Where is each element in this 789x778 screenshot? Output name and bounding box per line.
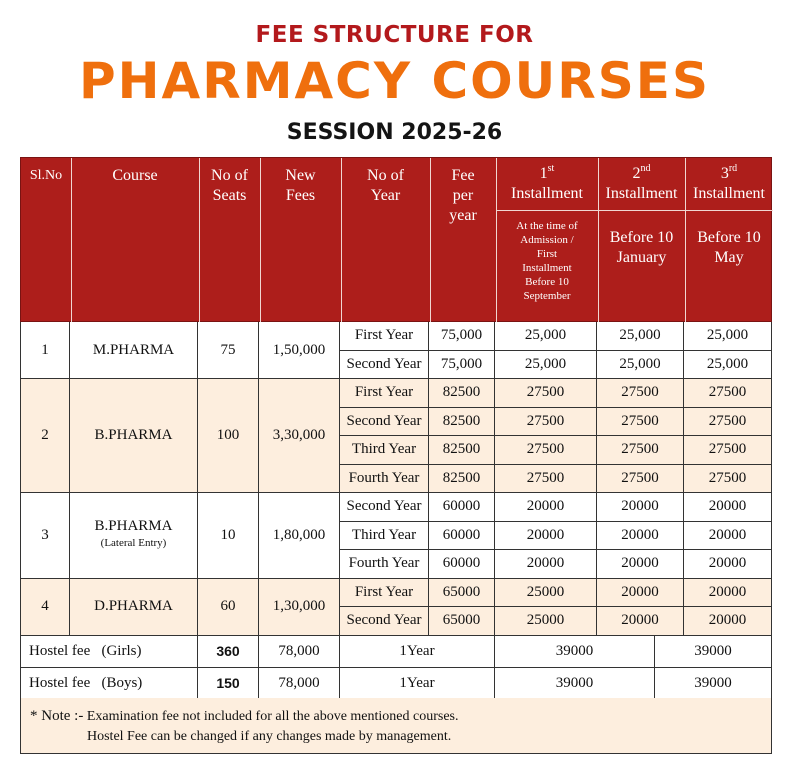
row-installment-3: 20000: [684, 522, 772, 551]
note-line1: Examination fee not included for all the above mentioned courses.: [86, 709, 459, 724]
row-installment-3: 20000: [684, 579, 772, 608]
course-name-text: D.PHARMA: [94, 598, 173, 614]
row-fee: 60000: [429, 493, 495, 522]
course-seats: 75: [198, 322, 259, 379]
session-title: SESSION 2025-26: [286, 120, 503, 145]
row-year: Second Year: [340, 351, 429, 380]
row-installment-2: 25,000: [597, 351, 684, 380]
hostel-seats: 150: [198, 668, 259, 701]
row-installment-2: 27500: [597, 379, 684, 408]
row-fee: 82500: [429, 408, 495, 437]
table-header: [20, 157, 772, 322]
row-installment-1: 20000: [495, 522, 597, 551]
row-installment-1: 20000: [495, 550, 597, 579]
row-installment-2: 20000: [597, 493, 684, 522]
row-installment-2: 27500: [597, 436, 684, 465]
course-sl: 1: [20, 322, 70, 379]
hostel-installment-b: 39000: [655, 636, 772, 669]
row-fee: 65000: [429, 579, 495, 608]
row-year: First Year: [340, 379, 429, 408]
row-installment-3: 20000: [684, 607, 772, 636]
row-installment-2: 20000: [597, 522, 684, 551]
header-seats: No of Seats: [211, 167, 248, 204]
row-year: Fourth Year: [340, 550, 429, 579]
row-installment-3: 27500: [684, 408, 772, 437]
course-seats: 60: [198, 579, 259, 636]
row-installment-1: 25,000: [495, 351, 597, 380]
row-year: Third Year: [340, 436, 429, 465]
row-installment-1: 25,000: [495, 322, 597, 351]
course-new-fees: 1,50,000: [259, 322, 340, 379]
row-installment-1: 27500: [495, 379, 597, 408]
row-installment-1: 25000: [495, 579, 597, 608]
row-year: First Year: [340, 579, 429, 608]
row-installment-3: 20000: [684, 550, 772, 579]
title-line2: PHARMACY COURSES: [79, 52, 710, 110]
row-fee: 60000: [429, 522, 495, 551]
course-new-fees: 1,30,000: [259, 579, 340, 636]
course-name-text: B.PHARMA: [94, 427, 173, 443]
row-fee: 60000: [429, 550, 495, 579]
row-installment-1: 27500: [495, 408, 597, 437]
hostel-fee: 78,000: [259, 668, 340, 701]
fee-table: [20, 157, 772, 754]
title-line1: FEE STRUCTURE FOR: [255, 22, 534, 48]
row-installment-2: 25,000: [597, 322, 684, 351]
hostel-installment-a: 39000: [495, 668, 655, 701]
course-name: [70, 322, 198, 379]
course-name: [70, 493, 198, 579]
row-fee: 75,000: [429, 322, 495, 351]
course-name-text: M.PHARMA: [92, 341, 175, 358]
row-year: Second Year: [340, 408, 429, 437]
row-installment-3: 27500: [684, 465, 772, 494]
row-year: Second Year: [340, 493, 429, 522]
hostel-installment-a: 39000: [495, 636, 655, 669]
hostel-fee: 78,000: [259, 636, 340, 669]
header-installment-3: 3rd Installment: [693, 163, 765, 202]
row-fee: 82500: [429, 436, 495, 465]
header-fee-per-year: Fee per year: [449, 167, 477, 224]
hostel-years: 1Year: [340, 636, 495, 669]
row-installment-1: 27500: [495, 465, 597, 494]
course-new-fees: 1,80,000: [259, 493, 340, 579]
row-installment-3: 27500: [684, 436, 772, 465]
hostel-years: 1Year: [340, 668, 495, 701]
row-year: Third Year: [340, 522, 429, 551]
course-seats: 100: [198, 379, 259, 493]
row-year: Fourth Year: [340, 465, 429, 494]
header-installment-1: 1st Installment: [511, 163, 583, 202]
installment-1-due: At the time of Admission / First Installment Before 10 September: [516, 220, 578, 302]
row-installment-3: 20000: [684, 493, 772, 522]
row-fee: 75,000: [429, 351, 495, 380]
course-sl: 2: [20, 379, 70, 493]
row-installment-2: 27500: [597, 408, 684, 437]
row-installment-2: 27500: [597, 465, 684, 494]
course-name-sub: (Lateral Entry): [100, 537, 167, 550]
row-fee: 65000: [429, 607, 495, 636]
row-year: First Year: [340, 322, 429, 351]
header-new-fees: New Fees: [285, 167, 316, 204]
row-fee: 82500: [429, 379, 495, 408]
row-installment-2: 20000: [597, 607, 684, 636]
row-installment-2: 20000: [597, 550, 684, 579]
row-installment-3: 27500: [684, 379, 772, 408]
header-course: Course: [112, 167, 158, 184]
course-sl: 4: [20, 579, 70, 636]
row-year: Second Year: [340, 607, 429, 636]
course-name: [70, 379, 198, 493]
course-new-fees: 3,30,000: [259, 379, 340, 493]
row-installment-2: 20000: [597, 579, 684, 608]
row-installment-3: 25,000: [684, 322, 772, 351]
hostel-label: Hostel fee (Boys): [20, 668, 198, 701]
row-installment-1: 27500: [495, 436, 597, 465]
row-installment-1: 20000: [495, 493, 597, 522]
row-fee: 82500: [429, 465, 495, 494]
hostel-installment-b: 39000: [655, 668, 772, 701]
row-installment-1: 25000: [495, 607, 597, 636]
course-sl: 3: [20, 493, 70, 579]
course-seats: 10: [198, 493, 259, 579]
note-line2: Hostel Fee can be changed if any changes made by management.: [87, 729, 452, 744]
course-name-text: B.PHARMA: [94, 518, 173, 535]
row-installment-3: 25,000: [684, 351, 772, 380]
installment-3-due: Before 10 May: [697, 229, 761, 266]
header-installment-2: 2nd Installment: [605, 163, 678, 202]
installment-2-due: Before 10 January: [609, 229, 674, 266]
header-slno: Sl.No: [29, 168, 63, 183]
hostel-seats: 360: [198, 636, 259, 669]
header-no-of-year: No of Year: [367, 167, 404, 204]
course-name: [70, 579, 198, 636]
hostel-label: Hostel fee (Girls): [20, 636, 198, 669]
note-label: * Note :-: [30, 708, 84, 724]
note-box: [20, 698, 772, 754]
